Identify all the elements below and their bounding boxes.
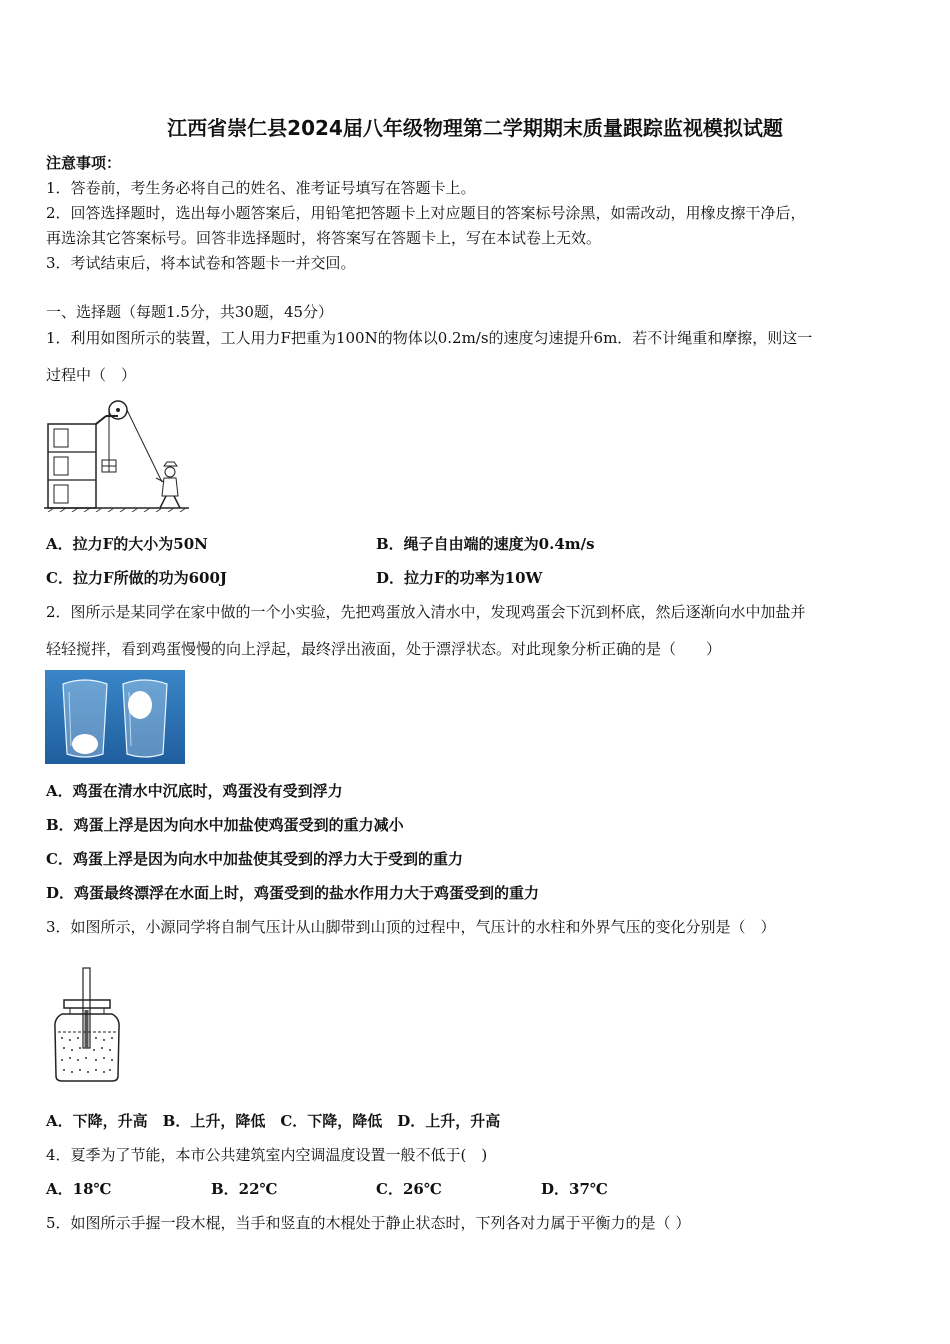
question-5-text: 5．如图所示手握一段木棍，当手和竖直的木棍处于静止状态时，下列各对力属于平衡力的是（ ） bbox=[46, 1214, 691, 1232]
question-3-text: 3．如图所示，小源同学将自制气压计从山脚带到山顶的过程中，气压计的水柱和外界气压的变化分别是（ ） bbox=[46, 918, 776, 936]
question-2-text-cont: 轻轻搅拌，看到鸡蛋慢慢的向上浮起，最终浮出液面，处于漂浮状态。对此现象分析正确的是（ ） bbox=[46, 640, 722, 658]
question-1-option-c: C．拉力F所做的功为600J bbox=[46, 569, 227, 587]
notice-item: 2．回答选择题时，选出每小题答案后，用铅笔把答题卡上对应题目的答案标号涂黑，如需改动，用橡皮擦干净后， bbox=[46, 204, 806, 222]
question-1-text: 1．利用如图所示的装置，工人用力F把重为100N的物体以0.2m/s的速度匀速提升6m．若不计绳重和摩擦，则这一 bbox=[46, 329, 813, 347]
pulley-figure bbox=[44, 396, 194, 512]
section-heading: 一、选择题（每题1.5分，共30题，45分） bbox=[46, 303, 334, 321]
notice-heading: 注意事项： bbox=[46, 154, 122, 172]
notice-item: 再选涂其它答案标号。回答非选择题时，将答案写在答题卡上，写在本试卷上无效。 bbox=[46, 229, 602, 247]
page-title: 江西省崇仁县2024届八年级物理第二学期期末质量跟踪监视模拟试题 bbox=[167, 116, 783, 140]
question-2-option-a: A．鸡蛋在清水中沉底时，鸡蛋没有受到浮力 bbox=[46, 782, 343, 800]
question-2-option-d: D．鸡蛋最终漂浮在水面上时，鸡蛋受到的盐水作用力大于鸡蛋受到的重力 bbox=[46, 884, 540, 902]
question-4-option-b: B．22℃ bbox=[211, 1180, 278, 1198]
question-4-option-c: C．26℃ bbox=[376, 1180, 442, 1198]
question-4-text: 4．夏季为了节能，本市公共建筑室内空调温度设置一般不低于( ) bbox=[46, 1146, 488, 1164]
question-1-text-cont: 过程中（ ） bbox=[46, 366, 137, 384]
notice-item: 1．答卷前，考生务必将自己的姓名、准考证号填写在答题卡上。 bbox=[46, 179, 476, 197]
question-3-options: A．下降，升高 B．上升，降低 C．下降，降低 D．上升，升高 bbox=[46, 1112, 501, 1130]
question-2-text: 2．图所示是某同学在家中做的一个小实验，先把鸡蛋放入清水中，发现鸡蛋会下沉到杯底，然后逐渐向水中加盐并 bbox=[46, 603, 806, 621]
question-2-option-c: C．鸡蛋上浮是因为向水中加盐使其受到的浮力大于受到的重力 bbox=[46, 850, 463, 868]
question-4-option-d: D．37℃ bbox=[541, 1180, 608, 1198]
notice-item: 3．考试结束后，将本试卷和答题卡一并交回。 bbox=[46, 254, 356, 272]
question-1-option-a: A．拉力F的大小为50N bbox=[46, 535, 208, 553]
question-1-option-d: D．拉力F的功率为10W bbox=[376, 569, 543, 587]
question-2-option-b: B．鸡蛋上浮是因为向水中加盐使鸡蛋受到的重力减小 bbox=[46, 816, 404, 834]
egg-experiment-photo bbox=[45, 670, 185, 764]
question-4-option-a: A．18℃ bbox=[46, 1180, 112, 1198]
question-1-option-b: B．绳子自由端的速度为0.4m/s bbox=[376, 535, 595, 553]
barometer-figure bbox=[50, 966, 126, 1084]
